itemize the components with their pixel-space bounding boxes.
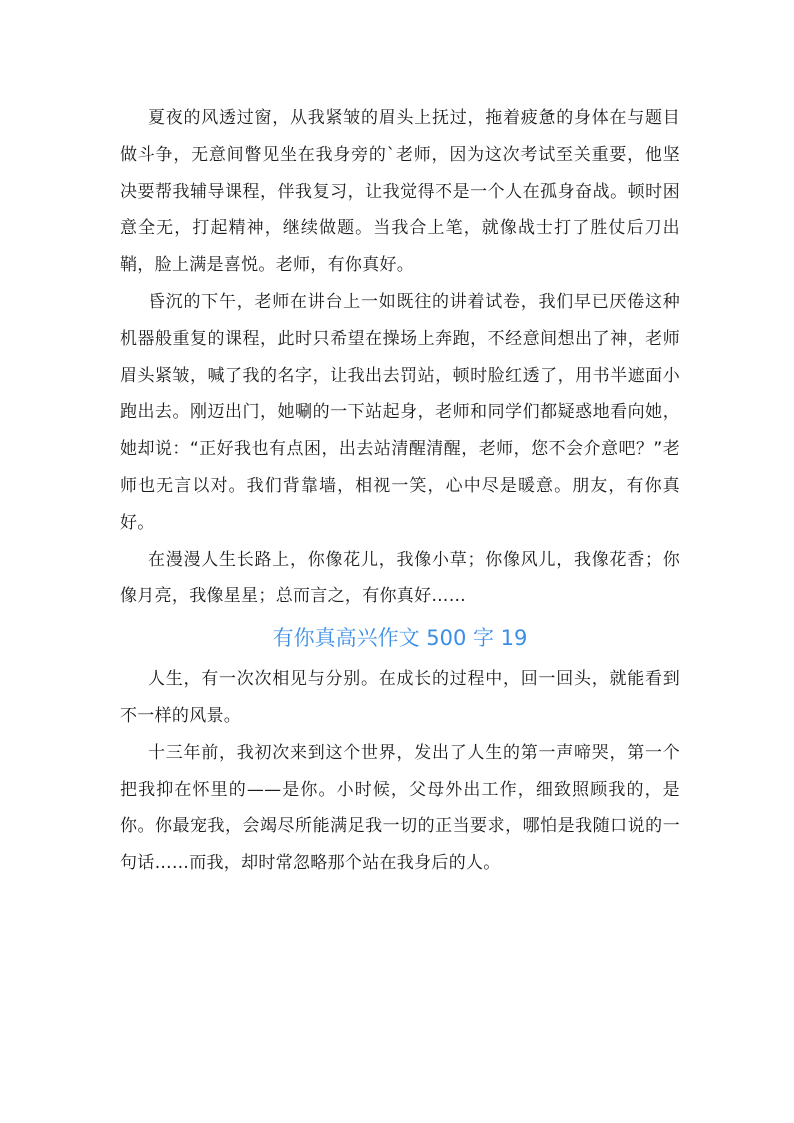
paragraph: 昏沉的下午，老师在讲台上一如既往的讲着试卷，我们早已厌倦这种机器般重复的课程，此时只希望在操场上奔跑，不经意间想出了神，老师眉头紧皱，喊了我的名字，让我出去罚站，顿时脸红透了，用书半遮面小跑出去。刚迈出门，她唰的一下站起身，老师和同学们都疑惑地看向她，她却说：“正好我也有点困，出去站清醒清醒，老师，您不会介意吧？”老师也无言以对。我们背靠墙，相视一笑，心中尽是暖意。朋友，有你真好。 bbox=[120, 291, 680, 533]
paragraph: 在漫漫人生长路上，你像花儿，我像小草；你像风儿，我像花香；你像月亮，我像星星；总而言之，有你真好…… bbox=[120, 549, 680, 607]
paragraph: 夏夜的风透过窗，从我紧皱的眉头上抚过，拖着疲惫的身体在与题目做斗争，无意间瞥见坐在我身旁的`老师，因为这次考试至关重要，他坚决要帮我辅导课程，伴我复习，让我觉得不是一个人在孤身奋战。顿时困意全无，打起精神，继续做题。当我合上笔，就像战士打了胜仗后刀出鞘，脸上满是喜悦。老师，有你真好。 bbox=[120, 108, 680, 276]
paragraph: 十三年前，我初次来到这个世界，发出了人生的第一声啼哭，第一个把我抑在怀里的——是你。小时候，父母外出工作，细致照顾我的，是你。你最宠我，会竭尽所能满足我一切的正当要求，哪怕是我随口说的一句话……而我，却时常忽略那个站在我身后的人。 bbox=[120, 742, 680, 874]
section-heading: 有你真高兴作文 500 字 19 bbox=[272, 626, 528, 651]
paragraph: 人生，有一次次相见与分别。在成长的过程中，回一回头，就能看到不一样的风景。 bbox=[120, 669, 680, 726]
document-page bbox=[120, 100, 680, 882]
